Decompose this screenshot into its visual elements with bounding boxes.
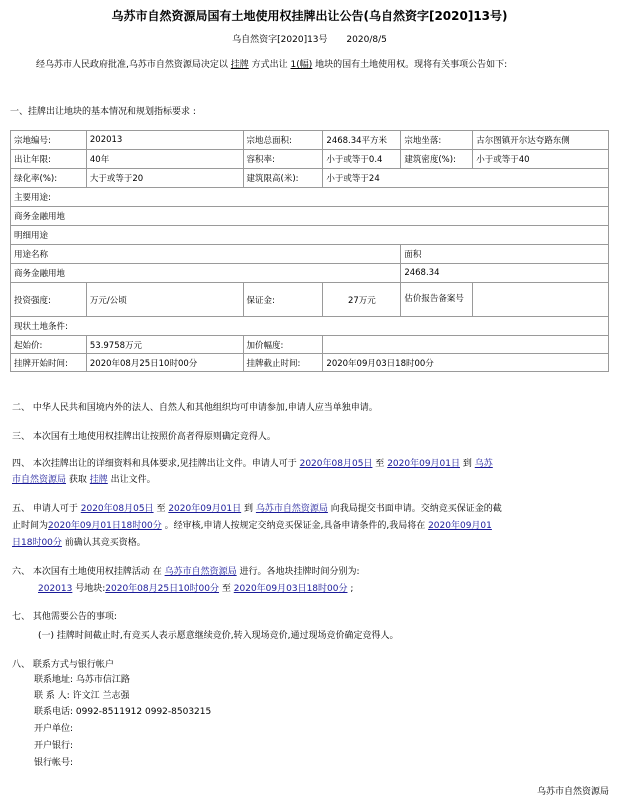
table-cell: 估价报告备案号 — [401, 283, 473, 317]
table-cell: 现状土地条件: — [11, 317, 609, 336]
sec5-text: 至 — [156, 504, 166, 514]
intro-paragraph — [10, 58, 610, 73]
sec4-text: 四、 本次挂牌出让的详细资料和具体要求,见挂牌出让文件。申请人可于 — [12, 459, 297, 469]
table-cell: 商务金融用地 — [11, 207, 609, 226]
table-row — [11, 226, 609, 245]
table-row — [11, 150, 609, 169]
sec4-text: 获取 — [68, 475, 87, 485]
table-cell: 53.9758万元 — [86, 336, 243, 354]
account-unit: 开户单位: — [34, 724, 74, 734]
table-row — [11, 169, 609, 188]
sec4-text: 到 — [462, 459, 472, 469]
table-cell: 绿化率(%): — [11, 169, 87, 188]
table-cell: 小于或等于24 — [323, 169, 609, 188]
section-5-line-3 — [12, 535, 146, 548]
intro-text-1: 经乌苏市人民政府批准,乌苏市自然资源局决定以 — [36, 60, 228, 70]
section-1-heading: 一、挂牌出让地块的基本情况和规划指标要求 : — [10, 107, 196, 117]
sec6-end: 2020年09月03日18时00分 — [233, 584, 348, 594]
doc-number: 乌自然资字[2020]13号 — [232, 35, 328, 45]
sec5-deadline: 2020年09月01日18时00分 — [48, 521, 162, 531]
table-cell — [323, 336, 609, 354]
section-4-line-1 — [12, 456, 493, 469]
table-row — [11, 207, 609, 226]
section-7-item: (一) 挂牌时间截止时,有竞买人表示愿意继续竞价,转入现场竞价,通过现场竞价确定竞得人。 — [38, 631, 399, 641]
sec6-org: 乌苏市自然资源局 — [164, 567, 237, 577]
table-cell: 大于或等于20 — [86, 169, 243, 188]
section-6-line-1 — [12, 564, 360, 577]
table-cell: 小于或等于40 — [473, 150, 609, 169]
sec5-date-end: 2020年09月01日 — [168, 504, 242, 514]
issuer-signature: 乌苏市自然资源局 — [536, 787, 609, 797]
table-row — [11, 131, 609, 150]
table-cell: 宗地总面积: — [243, 131, 323, 150]
sec4-org: 乌苏 — [474, 459, 493, 469]
sec4-org-cont: 市自然资源局 — [12, 475, 67, 485]
sec4-date-end: 2020年09月01日 — [387, 459, 460, 469]
sec6-text: 号地块: — [75, 584, 106, 594]
contact-address: 联系地址: 乌苏市信江路 — [34, 675, 130, 685]
sec6-text: 至 — [221, 584, 231, 594]
sec6-text: 六、 本次国有土地使用权挂牌活动 在 — [12, 567, 162, 577]
table-cell: 2020年08月25日10时00分 — [86, 354, 243, 372]
table-cell: 用途名称 — [11, 245, 401, 264]
sec5-text: 到 — [244, 504, 254, 514]
contact-person: 联 系 人: 许文江 兰志强 — [34, 691, 130, 701]
doc-date: 2020/8/5 — [346, 35, 387, 45]
table-cell: 商务金融用地 — [11, 264, 401, 283]
account-bank: 开户银行: — [34, 741, 74, 751]
table-cell: 宗地编号: — [11, 131, 87, 150]
section-8-heading: 八、 联系方式与银行帐户 — [12, 660, 114, 670]
table-row — [11, 336, 609, 354]
intro-method: 挂牌 — [230, 60, 249, 70]
table-cell: 挂牌开始时间: — [11, 354, 87, 372]
intro-count: 1(幅) — [290, 60, 313, 70]
section-6-line-2 — [38, 581, 353, 594]
section-5-line-2 — [12, 518, 492, 531]
section-5-line-1 — [12, 501, 502, 514]
table-cell: 主要用途: — [11, 188, 609, 207]
table-cell: 27万元 — [323, 283, 401, 317]
sec5-org: 乌苏市自然资源局 — [255, 504, 328, 514]
table-row — [11, 264, 609, 283]
table-row — [11, 245, 609, 264]
table-row — [11, 283, 609, 317]
table-cell: 2020年09月03日18时00分 — [323, 354, 609, 372]
sec4-text: 至 — [375, 459, 385, 469]
page-title: 乌苏市自然资源局国有土地使用权挂牌出让公告(乌自然资字[2020]13号) — [111, 9, 508, 23]
sec6-text: 进行。各地块挂牌时间分别为: — [239, 567, 360, 577]
table-cell: 2468.34 — [401, 264, 609, 283]
sec4-text: 出让文件。 — [110, 475, 156, 485]
parcel-info-table — [10, 130, 609, 372]
sec5-date-start: 2020年08月05日 — [80, 504, 154, 514]
table-cell: 挂牌截止时间: — [243, 354, 323, 372]
section-4-line-2 — [12, 472, 156, 485]
table-cell: 投资强度: — [11, 283, 87, 317]
sec5-confirm-date: 2020年09月01 — [428, 521, 492, 531]
table-cell: 小于或等于0.4 — [323, 150, 401, 169]
table-row — [11, 317, 609, 336]
table-cell: 出让年限: — [11, 150, 87, 169]
table-cell: 建筑限高(米): — [243, 169, 323, 188]
table-cell: 宗地坐落: — [401, 131, 473, 150]
doc-meta — [0, 32, 619, 45]
sec4-method: 挂牌 — [89, 475, 108, 485]
table-cell: 202013 — [86, 131, 243, 150]
table-cell: 40年 — [86, 150, 243, 169]
table-cell — [473, 283, 609, 317]
account-number: 银行帐号: — [34, 758, 74, 768]
section-7-heading: 七、 其他需要公告的事项: — [12, 612, 117, 622]
sec5-text: 。经审核,申请人按规定交纳竞买保证金,具备申请条件的,我局将在 — [164, 521, 426, 531]
table-cell: 加价幅度: — [243, 336, 323, 354]
section-3: 三、 本次国有土地使用权挂牌出让按照价高者得原则确定竞得人。 — [12, 432, 276, 442]
table-cell: 容积率: — [243, 150, 323, 169]
table-cell: 古尔图镇开尔达夸路东侧 — [473, 131, 609, 150]
sec5-text: 向我局提交书面申请。交纳竞买保证金的截 — [330, 504, 502, 514]
sec6-text: ; — [350, 584, 354, 594]
section-2: 二、 中华人民共和国境内外的法人、自然人和其他组织均可申请参加,申请人应当单独申请。 — [12, 403, 378, 413]
sec5-text: 前确认其竞买资格。 — [64, 538, 146, 548]
contact-phone: 联系电话: 0992-8511912 0992-8503215 — [34, 707, 212, 717]
sec4-date-start: 2020年08月05日 — [299, 459, 373, 469]
sec5-confirm-time: 日18时00分 — [12, 538, 62, 548]
table-cell: 万元/公顷 — [86, 283, 243, 317]
table-row — [11, 354, 609, 372]
table-cell: 明细用途 — [11, 226, 609, 245]
sec6-parcel-code: 202013 — [38, 584, 73, 594]
sec5-text: 止时间为 — [12, 521, 49, 531]
table-cell: 2468.34平方米 — [323, 131, 401, 150]
table-cell: 面积 — [401, 245, 609, 264]
intro-text-2: 方式出让 — [251, 60, 288, 70]
sec6-start: 2020年08月25日10时00分 — [105, 584, 219, 594]
table-cell: 保证金: — [243, 283, 323, 317]
sec5-text: 五、 申请人可于 — [12, 504, 78, 514]
table-cell: 起始价: — [11, 336, 87, 354]
intro-text-3: 地块的国有土地使用权。现将有关事项公告如下: — [315, 60, 508, 70]
table-row — [11, 188, 609, 207]
table-cell: 建筑密度(%): — [401, 150, 473, 169]
